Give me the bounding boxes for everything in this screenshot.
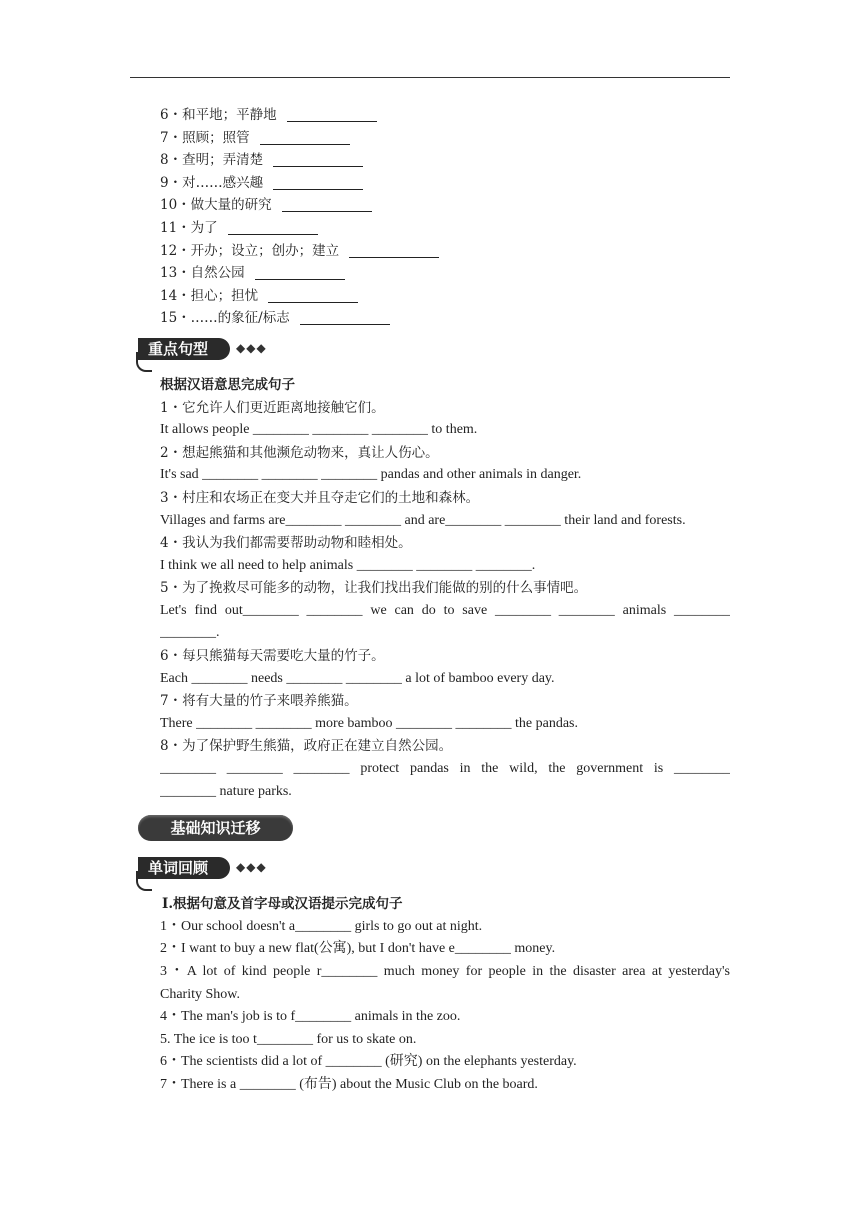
section-instruction [160, 893, 730, 916]
phrase-text: 7・照顾；照管 [160, 129, 250, 146]
phrase-item [160, 240, 730, 263]
phrase-text: 10・做大量的研究 [160, 197, 272, 214]
sentence-line: 2・I want to buy a new flat(公寓), but I don't have e________ money. [160, 941, 556, 957]
sentence-line: Charity Show. [160, 986, 240, 1002]
answer-blank[interactable] [228, 220, 318, 235]
sentence-line: 1・Our school doesn't a________ girls to go out at night. [160, 918, 483, 934]
banner-label: 基础知识迁移 [138, 815, 293, 841]
sentence-line: ________ nature parks. [160, 783, 292, 799]
sentence-line: 3・村庄和农场正在变大并且夺走它们的土地和森林。 [160, 489, 480, 506]
diamond-decoration-icon: ◆◆◆ [236, 340, 267, 355]
phrase-item [160, 194, 730, 217]
section-instruction: 根据汉语意思完成句子 [160, 376, 295, 393]
sentence-line: 5・为了挽救尽可能多的动物，让我们找出我们能做的别的什么事情吧。 [160, 580, 588, 597]
word-review-list [160, 916, 730, 1097]
answer-blank[interactable] [287, 107, 377, 122]
sentence-line: 6・每只熊猫每天需要吃大量的竹子。 [160, 648, 385, 665]
sentence-line: 2・想起熊猫和其他濒危动物来，真让人伤心。 [160, 444, 439, 461]
phrase-text: 13・自然公园 [160, 265, 245, 282]
sentence-line: 4・The man's job is to f________ animals in the zoo. [160, 1009, 461, 1025]
answer-blank[interactable] [349, 243, 439, 258]
answer-blank[interactable] [255, 265, 345, 280]
sentence-line: 7・将有大量的竹子来喂养熊猫。 [160, 693, 358, 710]
sentence-line: 4・我认为我们都需要帮助动物和睦相处。 [160, 535, 412, 552]
phrase-item [160, 262, 730, 285]
sentence-line: 1・它允许人们更近距离地接触它们。 [160, 399, 385, 416]
sentence-line: It allows people ________ ________ ________ to them. [160, 422, 478, 438]
sentence-line: 3・A lot of kind people r________ much money for people in the disaster area at yesterday's [160, 964, 730, 979]
phrase-text: 15・……的象征/标志 [160, 310, 290, 327]
instruction-text: .根据句意及首字母或汉语提示完成句子 [168, 896, 403, 913]
diamond-decoration-icon: ◆◆◆ [236, 860, 267, 875]
answer-blank[interactable] [282, 197, 372, 212]
section-banner [138, 815, 730, 845]
sentence-line: Each ________ needs ________ ________ a lot of bamboo every day. [160, 670, 555, 686]
answer-blank[interactable] [260, 130, 350, 145]
phrase-item [160, 285, 730, 308]
sentence-line: It's sad ________ ________ ________ pandas and other animals in danger. [160, 467, 582, 483]
sentence-line: 7・There is a ________ (布告) about the Music Club on the board. [160, 1076, 538, 1092]
phrase-item [160, 172, 730, 195]
sentence-line: ________ ________ ________ protect pandas in the wild, the government is ________ [160, 761, 730, 777]
answer-blank[interactable] [268, 288, 358, 303]
answer-blank[interactable] [273, 175, 363, 190]
sentence-line: I think we all need to help animals ________ ________ ________. [160, 557, 536, 573]
phrase-text: 9・对……感兴趣 [160, 174, 264, 191]
phrase-item [160, 104, 730, 127]
phrase-item [160, 217, 730, 240]
section-title: 单词回顾 [138, 857, 230, 879]
phrase-item [160, 307, 730, 330]
answer-blank[interactable] [300, 310, 390, 325]
section-header-key-sentences [138, 338, 730, 364]
phrase-item [160, 149, 730, 172]
sentence-line: ________. [160, 625, 220, 641]
phrase-text: 8・查明；弄清楚 [160, 152, 264, 169]
phrase-item [160, 127, 730, 150]
header-rule [130, 77, 730, 78]
sentence-line: Villages and farms are________ ________ and are________ ________ their land and forests. [160, 512, 686, 528]
answer-blank[interactable] [273, 152, 363, 167]
phrase-text: 14・担心；担忧 [160, 287, 259, 304]
phrase-list [160, 104, 730, 330]
sentence-line: 8・为了保护野生熊猫，政府正在建立自然公园。 [160, 738, 453, 755]
sentence-list [160, 397, 730, 804]
sentence-line: Let's find out________ ________ we can do to save ________ ________ animals ________ [160, 602, 730, 618]
instruction-number: Ⅰ [162, 896, 169, 913]
phrase-text: 11・为了 [160, 219, 218, 236]
phrase-text: 6・和平地；平静地 [160, 107, 277, 123]
section-header-word-review [138, 857, 730, 883]
worksheet-content [148, 104, 730, 1097]
section-title: 重点句型 [138, 338, 230, 360]
sentence-line: There ________ ________ more bamboo ________ ________ the pandas. [160, 715, 578, 731]
sentence-line: 6・The scientists did a lot of ________ (研究) on the elephants yesterday. [160, 1054, 577, 1070]
sentence-line: 5. The ice is too t________ for us to skate on. [160, 1031, 417, 1047]
phrase-text: 12・开办；设立；创办；建立 [160, 242, 340, 259]
